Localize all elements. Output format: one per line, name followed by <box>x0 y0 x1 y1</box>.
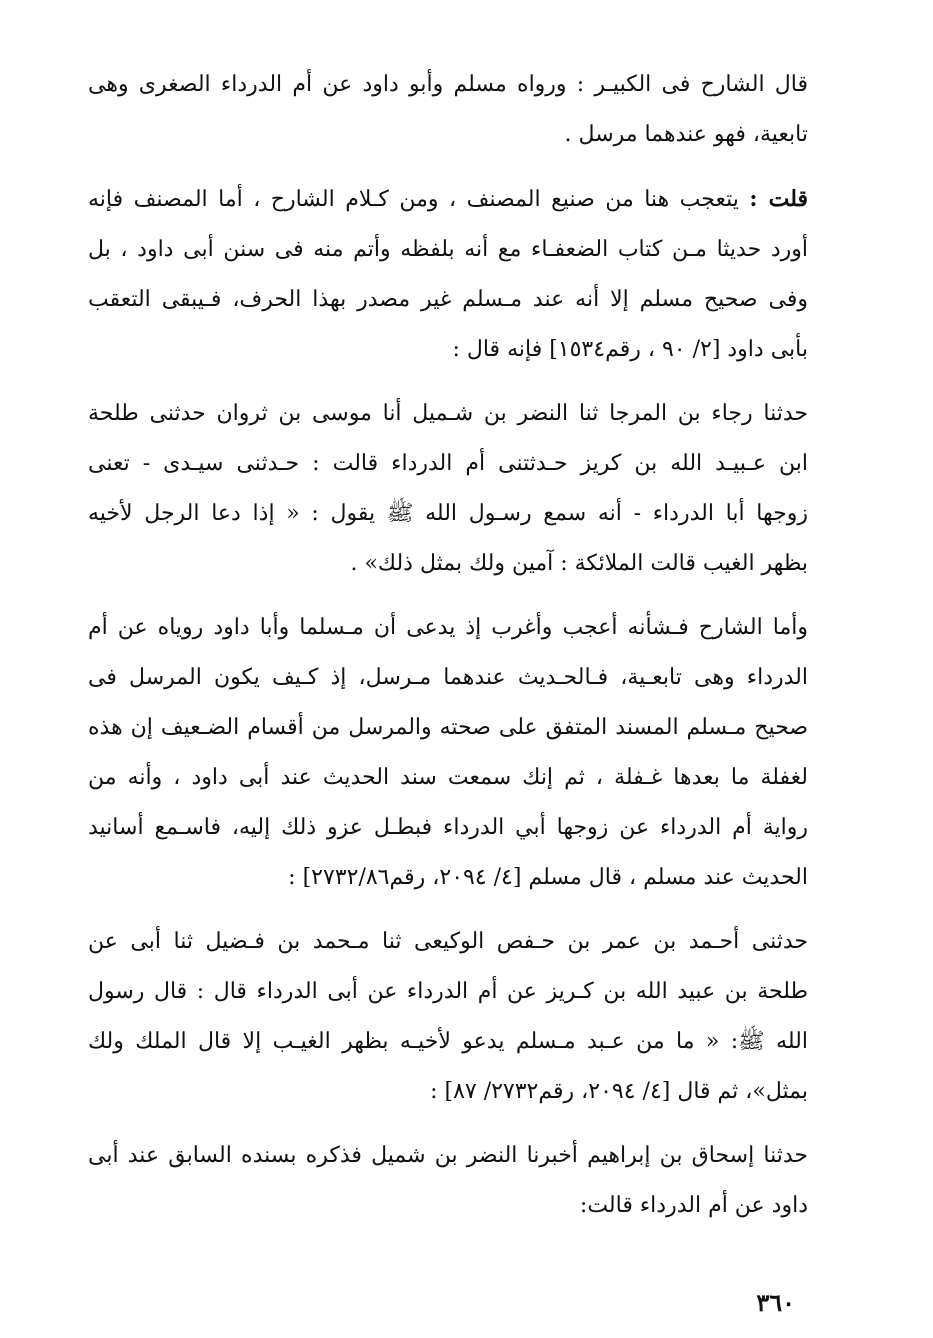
text-line: داود عن أم الدرداء قالت: <box>579 1193 808 1218</box>
text-line: تابعية، فهو عندهما مرسل . <box>564 122 808 147</box>
paragraph-2 <box>88 174 808 375</box>
text-line: بظهر الغيب قالت الملائكة : آمين ولك بمثل ذلك» . <box>350 551 808 576</box>
text-line: بأبى داود [٢/ ٩٠ ، رقم١٥٣٤] فإنه قال : <box>452 337 808 362</box>
paragraph-4 <box>88 603 808 903</box>
page-body <box>88 60 808 1245</box>
text-line: طلحة بن عبيد الله بن كـريز عن أم الدرداء عن أبى الدرداء قال : قال رسول <box>88 979 808 1004</box>
text-line: الحديث عند مسلم ، قال مسلم [٤/ ٢٠٩٤، رقم٢٧٣٢/٨٦] : <box>288 865 808 890</box>
text-line: قال الشارح فى الكبيـر : ورواه مسلم وأبو داود عن أم الدرداء الصغرى وهى <box>88 72 808 97</box>
text-line: حدثنى أحـمد بن عمر بن حـفص الوكيعى ثنا مـحمد بن فـضيل ثنا أبى عن <box>88 929 808 954</box>
text-line <box>88 174 808 225</box>
text-line: بمثل»، ثم قال [٤/ ٢٠٩٤، رقم٢٧٣٢/ ٨٧] : <box>430 1079 808 1104</box>
page-number: ٣٦٠ <box>756 1288 795 1317</box>
text-line: زوجها أبا الدرداء - أنه سمع رسـول الله ﷺ يقول : « إذا دعا الرجل لأخيه <box>88 501 808 526</box>
text-line: صحيح مـسلم المسند المتفق على صحته والمرسل من أقسام الضـعيف إن هذه <box>88 715 808 740</box>
paragraph-1 <box>88 60 808 160</box>
text-line: ابن عـبيـد الله بن كريز حـدثتنى أم الدرداء قالت : حـدثنى سيـدى - تعنى <box>88 451 808 476</box>
text-line: رواية أم الدرداء عن زوجها أبي الدرداء فبطـل عزو ذلك إليه، فاسـمع أسانيد <box>88 815 808 840</box>
text-line: وأما الشارح فـشأنه أعجب وأغرب إذ يدعى أن مـسلما وأبا داود روياه عن أم <box>88 615 808 640</box>
paragraph-3 <box>88 389 808 589</box>
text-line: الله ﷺ: « ما من عـبد مـسلم يدعو لأخيـه بظهر الغيـب إلا قال الملك ولك <box>88 1029 808 1054</box>
text-line: حدثنا إسحاق بن إبراهيم أخبرنا النضر بن شميل فذكره بسنده السابق عند أبى <box>88 1143 808 1168</box>
paragraph-lead: قلت : <box>749 186 808 212</box>
paragraph-5 <box>88 917 808 1117</box>
paragraph-6 <box>88 1131 808 1231</box>
text-line: حدثنا رجاء بن المرجا ثنا النضر بن شـميل أنا موسى بن ثروان حدثنى طلحة <box>88 401 808 426</box>
text-segment: يتعجب هنا من صنيع المصنف ، ومن كـلام الشارح ، أما المصنف فإنه <box>88 187 739 212</box>
text-line: أورد حديثا مـن كتاب الضعفـاء مع أنه بلفظه وأتم منه فى سنن أبى داود ، بل <box>88 237 808 262</box>
text-line: الدرداء وهى تابعـية، فـالحـديث عندهما مـرسل، إذ كـيف يكون المرسل فى <box>88 665 808 690</box>
text-line: لغفلة ما بعدها غـفلة ، ثم إنك سمعت سند الحديث عند أبى داود ، وأنه من <box>88 765 808 790</box>
text-line: وفى صحيح مسلم إلا أنه عند مـسلم غير مصدر بهذا الحرف، فـيبقى التعقب <box>88 287 808 312</box>
